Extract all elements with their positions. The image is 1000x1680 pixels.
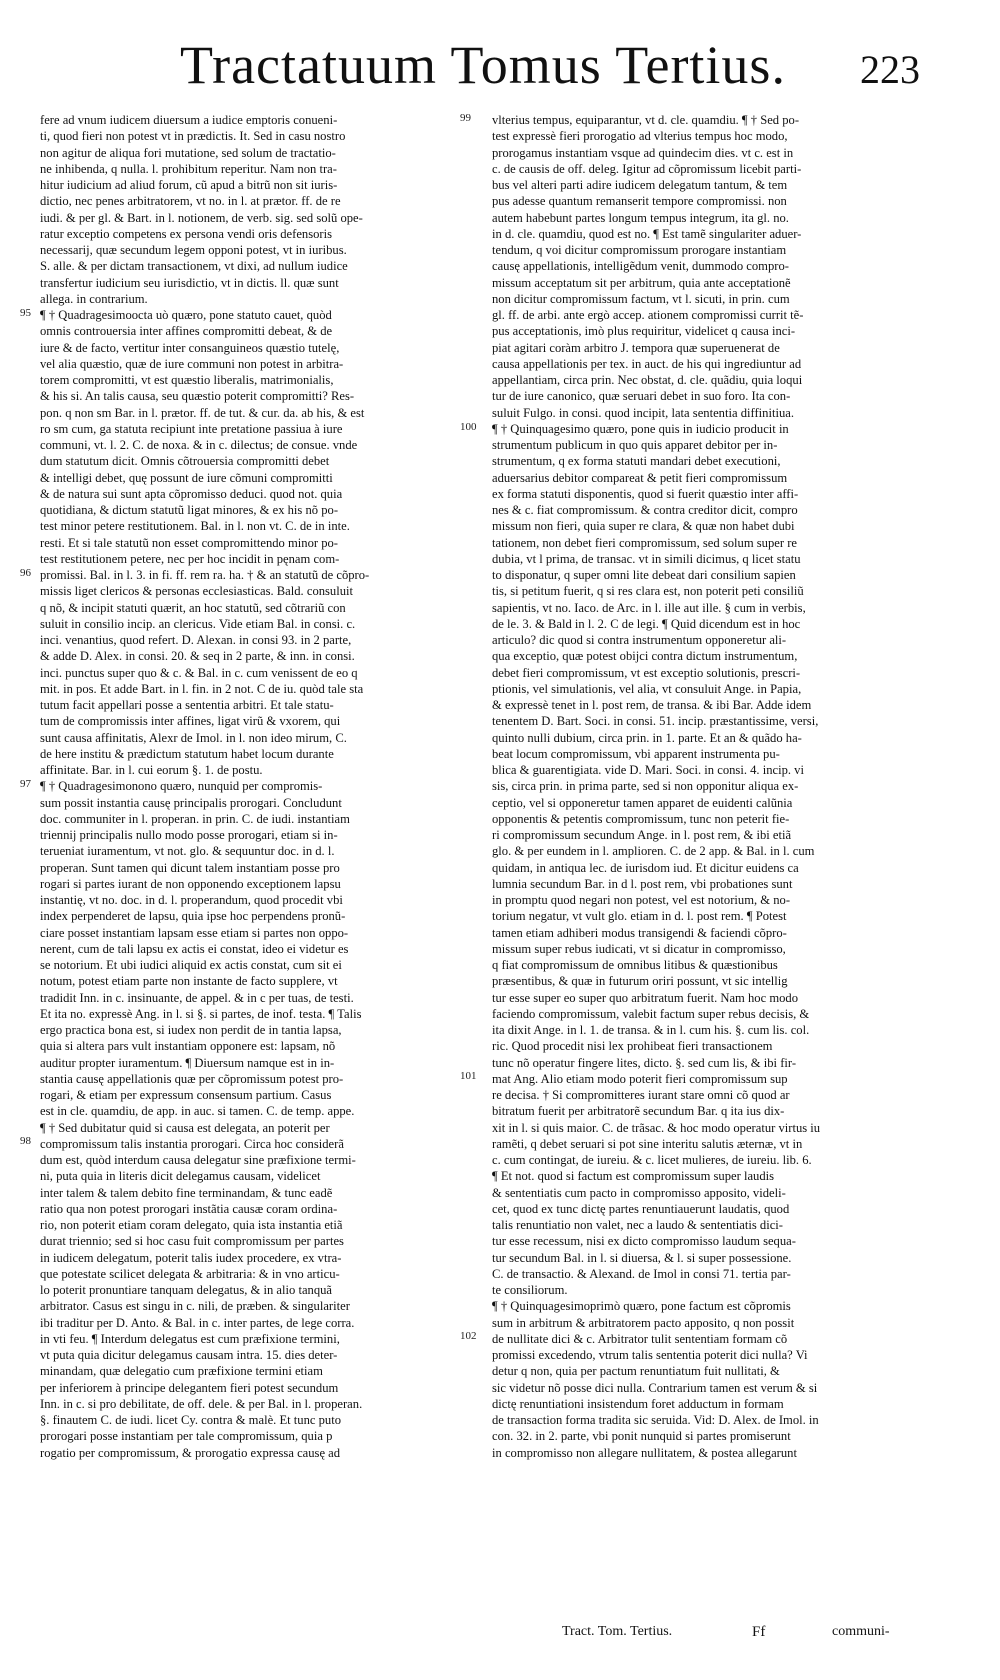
text-line: quotidiana, & dictum statutũ ligat minores, & ex his nõ po- bbox=[40, 503, 339, 517]
text-line: q fiat compromissum de omnibus litibus & quæstionibus bbox=[492, 958, 778, 972]
text-line: resti. Et si tale statutũ non esset compromittendo minor po- bbox=[40, 535, 339, 550]
text-line: missum super rebus iudicati, vt si dicatur in compromisso, bbox=[492, 941, 786, 956]
text-line: articulo? dic quod si contra instrumentum opponeretur ali- bbox=[492, 633, 787, 647]
text-line: rogari, & etiam per expressum consensum partium. Casus bbox=[40, 1088, 332, 1102]
text-line: beat locum compromissum, vbi apparent instrumenta pu- bbox=[492, 746, 780, 761]
text-line: properan. Sunt tamen qui dicunt talem instantiam posse pro bbox=[40, 860, 340, 875]
text-line: Et ita no. expressè Ang. in l. si §. si partes, de inof. testa. ¶ Talis bbox=[40, 1006, 362, 1021]
text-line: aduersarius debitor compareat & petit fieri compromissum bbox=[492, 470, 788, 485]
text-line: blica & guarentigiata. vide D. Mari. Soci. in consi. 4. incip. vi bbox=[492, 763, 804, 777]
text-line: tunc nõ operatur fingere lites, dicto. §. sed cum lis, & ibi fir- bbox=[492, 1055, 797, 1070]
text-line: de nullitate dici & c. Arbitrator tulit sententiam formam cõ bbox=[492, 1331, 788, 1346]
text-line: cet, quod ex tunc dictę partes renuntiauerunt laudatis, quod bbox=[492, 1201, 790, 1216]
text-line: affinitate. Bar. in l. cui eorum §. 1. de postu. bbox=[40, 763, 263, 777]
text-line: ibi traditur per D. Anto. & Bal. in c. inter partes, de lege corra. bbox=[40, 1315, 355, 1330]
text-line: missis liget clericos & personas ecclesiasticas. Bald. consuluit bbox=[40, 584, 354, 599]
margin-paragraph-number: 95 bbox=[20, 307, 31, 319]
text-line: ¶ † Quinquagesimo quæro, pone quis in iudicio producit in bbox=[492, 421, 789, 436]
text-line: dictio, nec penes arbitratorem, vt no. in l. at prætor. ff. de re bbox=[40, 194, 341, 209]
text-line: dictę renuntiationi insistendum foret adductum in formam bbox=[492, 1396, 784, 1411]
text-line: hitur iudicium ad aliud forum, cũ apud a bitrũ non sit iuris- bbox=[40, 178, 338, 192]
text-line: tutum facit appellari posse a sententia arbitri. Et tale statu- bbox=[40, 698, 334, 712]
running-title: Tractatuum Tomus Tertius. bbox=[180, 35, 786, 95]
catchword: communi- bbox=[832, 1624, 890, 1639]
text-line: c. de causis de off. deleg. Igitur ad cõpromissum licebit parti- bbox=[492, 161, 802, 176]
text-line: missum acceptatum sit per arbitrum, quia ante acceptationẽ bbox=[492, 275, 791, 290]
text-line: ¶ † Sed dubitatur quid si causa est delegata, an poterit per bbox=[40, 1120, 330, 1135]
text-line: con. 32. in 2. parte, vbi ponit nunquid si partes promiserunt bbox=[492, 1429, 791, 1444]
text-line: de transaction forma tradita sic seruida. Vid: D. Alex. de Imol. in bbox=[492, 1413, 819, 1427]
text-line: quia si altera pars vult instantiam opponere est: lapsam, nõ bbox=[40, 1039, 336, 1054]
text-line: pus adesse quantum remanserit tempore compromissi. non bbox=[492, 194, 787, 209]
text-line: nes & c. fiat compromissum. & contra creditor dicit, compro bbox=[492, 503, 798, 517]
text-line: inci. punctus super quo & c. & Bal. in c. cum venissent de eo q bbox=[40, 665, 358, 680]
text-line: ni, puta quia in literis dicit delegamus causam, videlicet bbox=[40, 1169, 321, 1184]
text-line: missum non fieri, quia super re clara, & quæ non habet dubi bbox=[492, 519, 795, 534]
text-line: necessarij, quæ secundum legem opponi potest, vt in iuribus. bbox=[40, 243, 347, 257]
text-line: piat agitari coràm arbitro J. tempora quæ superuenerat de bbox=[492, 340, 780, 355]
text-line: ric. Quod procedit nisi lex prohibeat fieri transactionem bbox=[492, 1039, 773, 1054]
text-line: tendum, q voi dicitur compromissum prorogare instantiam bbox=[492, 243, 787, 257]
text-line: detur q non, quia per pactum renuntiatum fuit nullitati, & bbox=[492, 1364, 780, 1379]
right-text-column bbox=[492, 112, 924, 1622]
text-line: strumentum publicum in quo quis apparet debitor per in- bbox=[492, 438, 778, 452]
text-line: torem compromitti, vt est quæstio liberalis, matrimonialis, bbox=[40, 373, 334, 387]
text-line: bitratum fuerit per arbitratorẽ secundum Bar. q ita ius dix- bbox=[492, 1104, 785, 1119]
text-line: to disponatur, q super omni lite debeat dari consilium sapien bbox=[492, 568, 796, 582]
text-line: fere ad vnum iudicem diuersum a iudice emptoris conueni- bbox=[40, 113, 338, 127]
text-line: quinto nulli dubium, circa prin. in 1. parte. Et an & quãdo ha- bbox=[492, 730, 802, 745]
text-line: appellantiam, circa prin. Nec obstat, d. cle. quãdiu, quia loqui bbox=[492, 373, 803, 387]
text-line: te consiliorum. bbox=[492, 1283, 568, 1297]
margin-paragraph-number: 100 bbox=[460, 421, 477, 433]
text-line: doc. communiter in l. properan. in prin. C. de iudi. instantiam bbox=[40, 811, 350, 826]
text-line: in iudicem delegatum, poterit talis iudex procedere, ex vtra- bbox=[40, 1250, 342, 1265]
text-line: ramẽti, q debet seruari si pot sine interitu salutis æternæ, vt in bbox=[492, 1136, 803, 1151]
text-line: omnis controuersia inter affines compromitti debeat, & de bbox=[40, 324, 333, 339]
text-line: minandam, quæ delegatio cum præfixione termini etiam bbox=[40, 1364, 323, 1379]
text-line: vel alia quæstio, quæ de iure communi non potest in arbitra- bbox=[40, 356, 344, 371]
text-line: in d. cle. quamdiu, quod est no. ¶ Est tamẽ singulariter aduer- bbox=[492, 226, 802, 241]
text-line: in vti feu. ¶ Interdum delegatus est cum præfixione termini, bbox=[40, 1331, 340, 1346]
text-line: iure & de facto, vertitur inter consanguineos quæstio tutelę, bbox=[40, 340, 340, 355]
text-line: tur esse super eo super quo arbitratum fuerit. Nam hoc modo bbox=[492, 990, 799, 1005]
text-line: re decisa. † Si compromitteres iurant stare omni cõ quod ar bbox=[492, 1088, 790, 1102]
text-line: tradidit Inn. in c. insinuante, de appel. & in c per tuas, de testi. bbox=[40, 990, 354, 1005]
text-line: q nõ, & incipit statuti quærit, an hoc statutũ, sed cõtrariũ con bbox=[40, 600, 346, 615]
page-header bbox=[0, 30, 1000, 100]
text-line: tum de compromissis inter affines, ligat virũ & vxorem, qui bbox=[40, 714, 341, 729]
text-line: index perpenderet de lapsu, quia ipse hoc perpendens pronũ- bbox=[40, 909, 346, 924]
text-line: ¶ † Quadragesimoocta uò quæro, pone statuto cauet, quòd bbox=[40, 308, 332, 322]
text-line: triennij principalis nullo modo posse prorogari, etiam si in- bbox=[40, 828, 338, 842]
text-line: ex forma statuti disponentis, quod si fuerit quæstio inter affi- bbox=[492, 486, 799, 501]
margin-paragraph-number: 98 bbox=[20, 1135, 31, 1147]
text-line: stantia causę appellationis quæ per cõpromissum potest pro- bbox=[40, 1071, 344, 1086]
page-number: 223 bbox=[860, 47, 920, 92]
text-line: xit in l. si quis maior. C. de trãsac. & hoc modo operatur virtus iu bbox=[492, 1120, 821, 1135]
text-line: suluit Fulgo. in consi. quod incipit, lata sententia diffinitiua. bbox=[492, 405, 794, 420]
text-line: ti, quod fieri non potest vt in prædictis. It. Sed in casu nostro bbox=[40, 129, 346, 144]
text-line: auditur propter iuramentum. ¶ Diuersum namque est in in- bbox=[40, 1055, 335, 1070]
text-line: transfertur iudicium seu iurisdictio, vt in dictis. ll. quæ sunt bbox=[40, 275, 339, 290]
text-line: est in cle. quamdiu, de app. in auc. si tamen. C. de temp. appe. bbox=[40, 1104, 355, 1119]
text-line: causę appellationis, intelligẽdum venit, dummodo compro- bbox=[492, 259, 789, 274]
margin-paragraph-number: 102 bbox=[460, 1330, 477, 1342]
text-line: ¶ Et not. quod si factum est compromissum super laudis bbox=[492, 1169, 775, 1184]
text-line: & his si. An talis causa, seu quæstio poterit compromitti? Res- bbox=[40, 389, 355, 404]
text-line: torium negatur, vt vult glo. etiam in d. l. post rem. ¶ Potest bbox=[492, 909, 787, 924]
text-line: ergo practica bona est, si iudex non perdit de in tantia lapsa, bbox=[40, 1023, 342, 1037]
text-line: ratur exceptio competens ex persona vendi oris defensoris bbox=[40, 226, 333, 241]
text-line: allega. in contrarium. bbox=[40, 291, 148, 306]
text-line: quidam, in antiqua lec. de iurisdom iud. Et dicitur euidens ca bbox=[492, 860, 799, 875]
text-line: faciendo compromissum, valebit factum super rebus decisis, & bbox=[492, 1006, 810, 1021]
text-line: & intelligi debet, quę possunt de iure cõmuni compromitti bbox=[40, 470, 333, 485]
text-line: tur esse recessum, nisi ex dicto compromisso laudum sequa- bbox=[492, 1234, 796, 1249]
text-line: sunt causa affinitatis, Alexr de Imol. in l. non ideo mirum, C. bbox=[40, 730, 347, 745]
text-line: bus vel alteri parti adire iudicem delegatum tantum, & tem bbox=[492, 178, 788, 192]
text-line: ro sm cum, ga statuta recipiunt inte pretatione passiua à iure bbox=[40, 421, 343, 436]
text-line: S. alle. & per dictam transactionem, vt dixi, ad nullum iudice bbox=[40, 259, 348, 274]
margin-paragraph-number: 96 bbox=[20, 567, 31, 579]
text-line: præsentibus, & quæ in futurum oriri possunt, vt sic intellig bbox=[492, 974, 788, 989]
text-line: & de natura sui sunt apta cõpromisso deduci. quod not. quia bbox=[40, 486, 343, 501]
text-line: durat triennio; sed si hoc casu fuit compromissum per partes bbox=[40, 1234, 344, 1249]
text-line: Inn. in c. si pro debilitate, de off. dele. & per Bal. in l. properan. bbox=[40, 1396, 363, 1411]
text-line: se notorium. Et ubi iudici aliquid ex actis constat, cum sit ei bbox=[40, 958, 342, 972]
text-line: sapientis, vt no. Iaco. de Arc. in l. ille aut ille. § cum in verbis, bbox=[492, 600, 806, 615]
text-line: strumentum, q ex forma statuti mandari debet executioni, bbox=[492, 454, 781, 469]
text-line: terueniat iuramentum, vt not. glo. & sequuntur doc. in d. l. bbox=[40, 844, 335, 859]
text-line: prorogari posse instantiam per tale compromissum, quia p bbox=[40, 1429, 333, 1444]
text-line: rio, non poterit etiam coram delegato, quia ista instantia etiã bbox=[40, 1218, 343, 1232]
text-line: tur secundum Bal. in l. si diuersa, & l. si super possessione. bbox=[492, 1250, 792, 1265]
text-line: compromissum talis instantia prorogari. Circa hoc considerã bbox=[40, 1136, 344, 1151]
text-line: sum in arbitrum & arbitratorem pacto apposito, q non possit bbox=[492, 1315, 795, 1330]
footer-title: Tract. Tom. Tertius. bbox=[562, 1624, 673, 1639]
text-line: c. cum contingat, de iureiu. & c. licet mulieres, de iureiu. lib. 6. bbox=[492, 1153, 812, 1167]
text-line: suluit in consilio incip. an clericus. Vide etiam Bal. in consi. c. bbox=[40, 616, 356, 631]
text-line: ¶ † Quadragesimonono quæro, nunquid per compromis- bbox=[40, 779, 323, 794]
text-line: tur de iure canonico, quæ seruari debet in suo foro. Ita con- bbox=[492, 389, 791, 404]
text-line: inci. venantius, quod refert. D. Alexan. in consi 93. in 2 parte, bbox=[40, 633, 352, 647]
text-line: causa appellationis per tex. in auct. de his qui ingrediuntur ad bbox=[492, 356, 802, 371]
text-line: promissi excedendo, vtrum talis sententia poterit dici nulla? Vi bbox=[492, 1348, 808, 1362]
text-line: per inferiorem à principe delegantem fieri potest secundum bbox=[40, 1380, 339, 1395]
text-line: rogatio per compromissum, & prorogatio expressa causę ad bbox=[40, 1445, 341, 1460]
text-line: vlterius tempus, equiparantur, vt d. cle. quamdiu. ¶ † Sed po- bbox=[492, 113, 800, 127]
text-line: lo poterit pronuntiare tanquam delegatus, & in alio tanquã bbox=[40, 1283, 333, 1297]
text-line: mit. in pos. Et adde Bart. in l. fin. in 2 not. C de iu. quòd tale sta bbox=[40, 681, 364, 696]
text-line: autem habebunt partes longum tempus integrum, ita gl. no. bbox=[492, 210, 789, 225]
margin-paragraph-number: 97 bbox=[20, 778, 31, 790]
text-line: tis, si petitum fuerit, q si res clara est, non poterit peti consiliũ bbox=[492, 584, 804, 599]
text-line: glo. & per eundem in l. amplioren. C. de 2 app. & Bal. in l. cum bbox=[492, 844, 815, 859]
text-line: dum est, quòd interdum causa delegatur sine præfixione termi- bbox=[40, 1153, 356, 1167]
text-line: que potestate scilicet delegata & arbitraria: & in vno articu- bbox=[40, 1266, 340, 1281]
page-footer bbox=[492, 1624, 932, 1648]
text-line: opponentis & petentis compromissum, tunc non peterit fie- bbox=[492, 811, 790, 826]
text-line: iudi. & per gl. & Bart. in l. notionem, de verb. sig. sed solũ ope- bbox=[40, 210, 363, 225]
text-line: §. finautem C. de iudi. licet Cy. contra & malè. Et tunc puto bbox=[40, 1413, 342, 1427]
text-line: ptionis, vel simulationis, vel alia, vt consuluit Ange. in Papia, bbox=[492, 681, 802, 696]
text-line: ne inhibenda, q nulla. l. prohibitum reperitur. Nam non tra- bbox=[40, 161, 337, 176]
text-line: ri compromissum secundum Ange. in l. post rem, & ibi etiã bbox=[492, 828, 792, 842]
text-line: in promptu quod negari non potest, vel est notorium, & no- bbox=[492, 893, 791, 907]
text-line: sis, circa prin. in prima parte, sed si non opponitur aliqua ex- bbox=[492, 779, 799, 794]
text-line: lumnia secundum Bar. in d l. post rem, vbi probationes sunt bbox=[492, 876, 793, 891]
text-line: inter talem & talem debito fine terminandam, & tunc eadẽ bbox=[40, 1185, 333, 1200]
text-line: non dicitur compromissum factum, vt l. sicuti, in prin. cum bbox=[492, 291, 790, 306]
signature-mark: Ff bbox=[752, 1624, 766, 1640]
text-line: talis renuntiatio non valet, nec a laudo & sententiatis dici- bbox=[492, 1218, 783, 1232]
text-line: communi, vt. l. 2. C. de noxa. & in c. dilectus; de consue. vnde bbox=[40, 438, 358, 452]
text-line: test minor petere restitutionem. Bal. in l. non vt. C. de in inte. bbox=[40, 519, 350, 534]
text-line: & sententiatis cum pacto in compromisso apposito, videli- bbox=[492, 1185, 786, 1200]
text-line: & expressè tenet in l. post rem, de transa. & ibi Bar. Adde idem bbox=[492, 698, 812, 712]
text-line: arbitrator. Casus est singu in c. nili, de præben. & singulariter bbox=[40, 1299, 350, 1314]
text-line: de here institu & prædictum statutum habet locum durante bbox=[40, 746, 334, 761]
text-line: mat Ang. Alio etiam modo poterit fieri compromissum sup bbox=[492, 1071, 788, 1086]
text-line: test restitutionem petere, nec per hoc incidit in pęnam com- bbox=[40, 551, 340, 566]
text-line: C. de transactio. & Alexand. de Imol in consi 71. tertia par- bbox=[492, 1266, 791, 1281]
margin-paragraph-number: 99 bbox=[460, 112, 471, 124]
text-line: pus acceptationis, imò plus requiritur, videlicet q causa inci- bbox=[492, 324, 796, 339]
text-line: gl. ff. de arbi. ante ergò accep. ationem compromissi currit tẽ- bbox=[492, 308, 804, 322]
text-line: ¶ † Quinquagesimoprimò quæro, pone factum est cõpromis bbox=[492, 1299, 791, 1314]
text-line: in compromisso non allegare nullitatem, & postea allegarunt bbox=[492, 1445, 797, 1460]
text-line: rogari si partes iurant de non opponendo exceptionem lapsu bbox=[40, 876, 341, 891]
text-line: debet fieri compromissum, vt est exceptio solutionis, prescri- bbox=[492, 665, 801, 680]
text-line: vt puta quia dicitur delegamus causam intra. 15. dies deter- bbox=[40, 1348, 338, 1362]
text-line: test expressè fieri prorogatio ad vlterius tempus hoc modo, bbox=[492, 129, 788, 144]
margin-paragraph-number: 101 bbox=[460, 1070, 477, 1082]
text-line: notum, potest etiam parte non instante de facto supplere, vt bbox=[40, 974, 338, 989]
text-line: non agitur de aliqua fori mutatione, sed solum de tractatio- bbox=[40, 145, 336, 160]
text-line: ciare posset instantiam lapsam esse etiam si partes non oppo- bbox=[40, 925, 349, 940]
text-line: tamen etiam adhiberi modus transigendi & faciendi cõpro- bbox=[492, 925, 787, 940]
text-line: promissi. Bal. in l. 3. in fi. ff. rem ra. ha. † & an statutũ de cõpro- bbox=[40, 568, 370, 582]
text-line: dum statutum dicit. Omnis cõtrouersia compromitti debet bbox=[40, 454, 330, 469]
text-line: pon. q non sm Bar. in l. prætor. ff. de tut. & cur. da. ab his, & est bbox=[40, 405, 365, 420]
text-line: instantię, vt no. doc. in d. l. properandum, quod procedit vbi bbox=[40, 893, 343, 907]
text-line: prorogamus instantiam vsque ad quindecim dies. vt c. est in bbox=[492, 145, 794, 160]
text-line: sum possit instantia causę principalis prorogari. Concludunt bbox=[40, 795, 342, 810]
text-line: tenentem D. Bart. Soci. in consi. 51. incip. præstantissime, versi, bbox=[492, 714, 819, 729]
text-line: ceptio, vel si opponeretur tamen apparet de euidenti calũnia bbox=[492, 795, 793, 810]
text-line: ita dixit Ange. in l. 1. de transa. & in l. cum his. §. cum lis. col. bbox=[492, 1023, 810, 1037]
text-line: nerent, cum de tali lapsu ex actis ei constat, ideo ei videtur es bbox=[40, 941, 349, 956]
text-line: qua exceptio, quæ potest obijci contra dictum instrumentum, bbox=[492, 649, 798, 664]
left-text-column bbox=[40, 112, 472, 1622]
text-line: tationem, non debet fieri compromissum, sed solum super re bbox=[492, 535, 797, 550]
text-line: & adde D. Alex. in consi. 20. & seq in 2 parte, & inn. in consi. bbox=[40, 649, 355, 664]
text-line: de le. 3. & Bald in l. 2. C de legi. ¶ Quid dicendum est in hoc bbox=[492, 616, 801, 631]
text-line: ratio qua non potest prorogari instãtia causæ coram ordina- bbox=[40, 1201, 338, 1216]
text-line: dubia, vt l prima, de transac. vt in simili dicimus, q licet statu bbox=[492, 551, 801, 566]
text-line: sic videtur nõ posse dici nulla. Contrarium tamen est verum & si bbox=[492, 1380, 818, 1395]
